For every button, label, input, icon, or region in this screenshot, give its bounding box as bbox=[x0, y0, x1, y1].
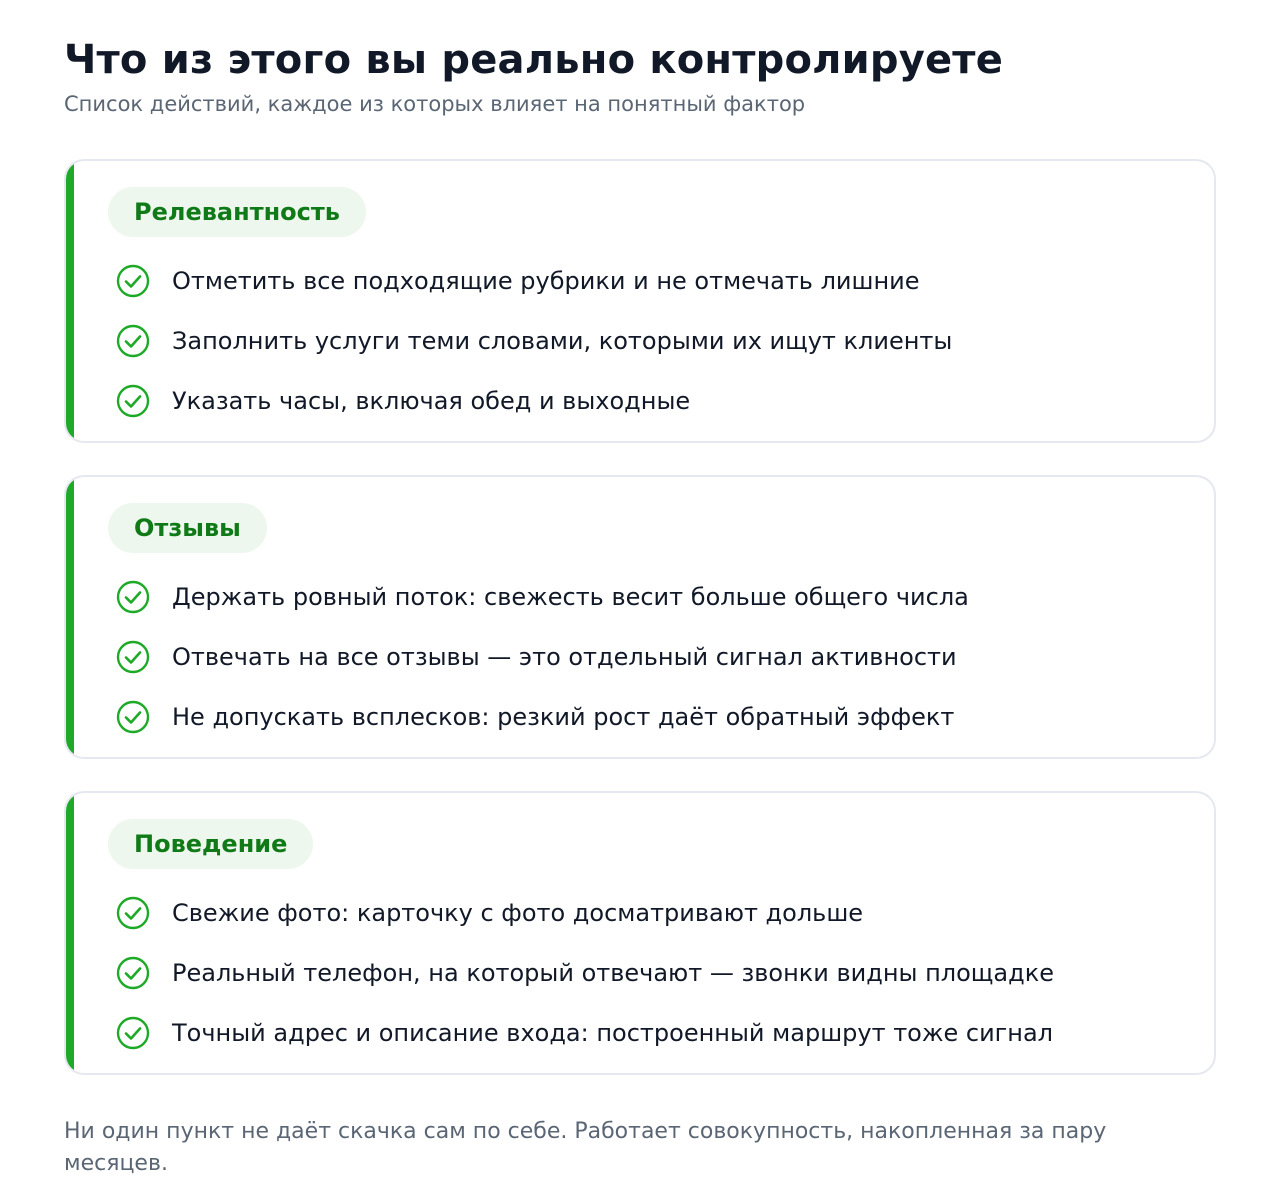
section-card-reviews bbox=[64, 475, 1216, 759]
check-circle-icon bbox=[116, 700, 150, 734]
checklist bbox=[108, 883, 1214, 1063]
check-circle-icon bbox=[116, 324, 150, 358]
section-card-relevance bbox=[64, 159, 1216, 443]
list-item-text: Свежие фото: карточку с фото досматривают дольше bbox=[172, 899, 864, 927]
section-label: Релевантность bbox=[108, 187, 366, 237]
list-item bbox=[116, 251, 1214, 311]
list-item bbox=[116, 311, 1214, 371]
list-item-text: Реальный телефон, на который отвечают — звонки видны площадке bbox=[172, 959, 1054, 987]
list-item-text: Не допускать всплесков: резкий рост даёт обратный эффект bbox=[172, 703, 955, 731]
section-label: Поведение bbox=[108, 819, 313, 869]
card-accent-bar bbox=[66, 477, 74, 757]
list-item bbox=[116, 687, 1214, 747]
card-accent-bar bbox=[66, 793, 74, 1073]
check-circle-icon bbox=[116, 896, 150, 930]
page-title: Что из этого вы реально контролируете bbox=[64, 37, 1004, 83]
checklist bbox=[108, 251, 1214, 431]
check-circle-icon bbox=[116, 1016, 150, 1050]
list-item bbox=[116, 567, 1214, 627]
list-item bbox=[116, 943, 1214, 1003]
list-item-text: Точный адрес и описание входа: построенный маршрут тоже сигнал bbox=[172, 1019, 1054, 1047]
list-item-text: Держать ровный поток: свежесть весит больше общего числа bbox=[172, 583, 969, 611]
page-subtitle: Список действий, каждое из которых влияет на понятный фактор bbox=[64, 92, 806, 116]
footnote: Ни один пункт не даёт скачка сам по себе. Работает совокупность, накопленная за пару месяцев. bbox=[64, 1119, 1107, 1176]
list-item-text: Указать часы, включая обед и выходные bbox=[172, 387, 691, 415]
check-circle-icon bbox=[116, 956, 150, 990]
check-circle-icon bbox=[116, 640, 150, 674]
list-item bbox=[116, 1003, 1214, 1063]
section-label: Отзывы bbox=[108, 503, 267, 553]
list-item-text: Заполнить услуги теми словами, которыми их ищут клиенты bbox=[172, 327, 953, 355]
check-circle-icon bbox=[116, 264, 150, 298]
check-circle-icon bbox=[116, 580, 150, 614]
check-circle-icon bbox=[116, 384, 150, 418]
sections-list bbox=[64, 159, 1216, 1075]
list-item-text: Отметить все подходящие рубрики и не отмечать лишние bbox=[172, 267, 920, 295]
card-accent-bar bbox=[66, 161, 74, 441]
list-item bbox=[116, 371, 1214, 431]
section-card-behavior bbox=[64, 791, 1216, 1075]
checklist bbox=[108, 567, 1214, 747]
list-item-text: Отвечать на все отзывы — это отдельный сигнал активности bbox=[172, 643, 957, 671]
list-item bbox=[116, 627, 1214, 687]
list-item bbox=[116, 883, 1214, 943]
